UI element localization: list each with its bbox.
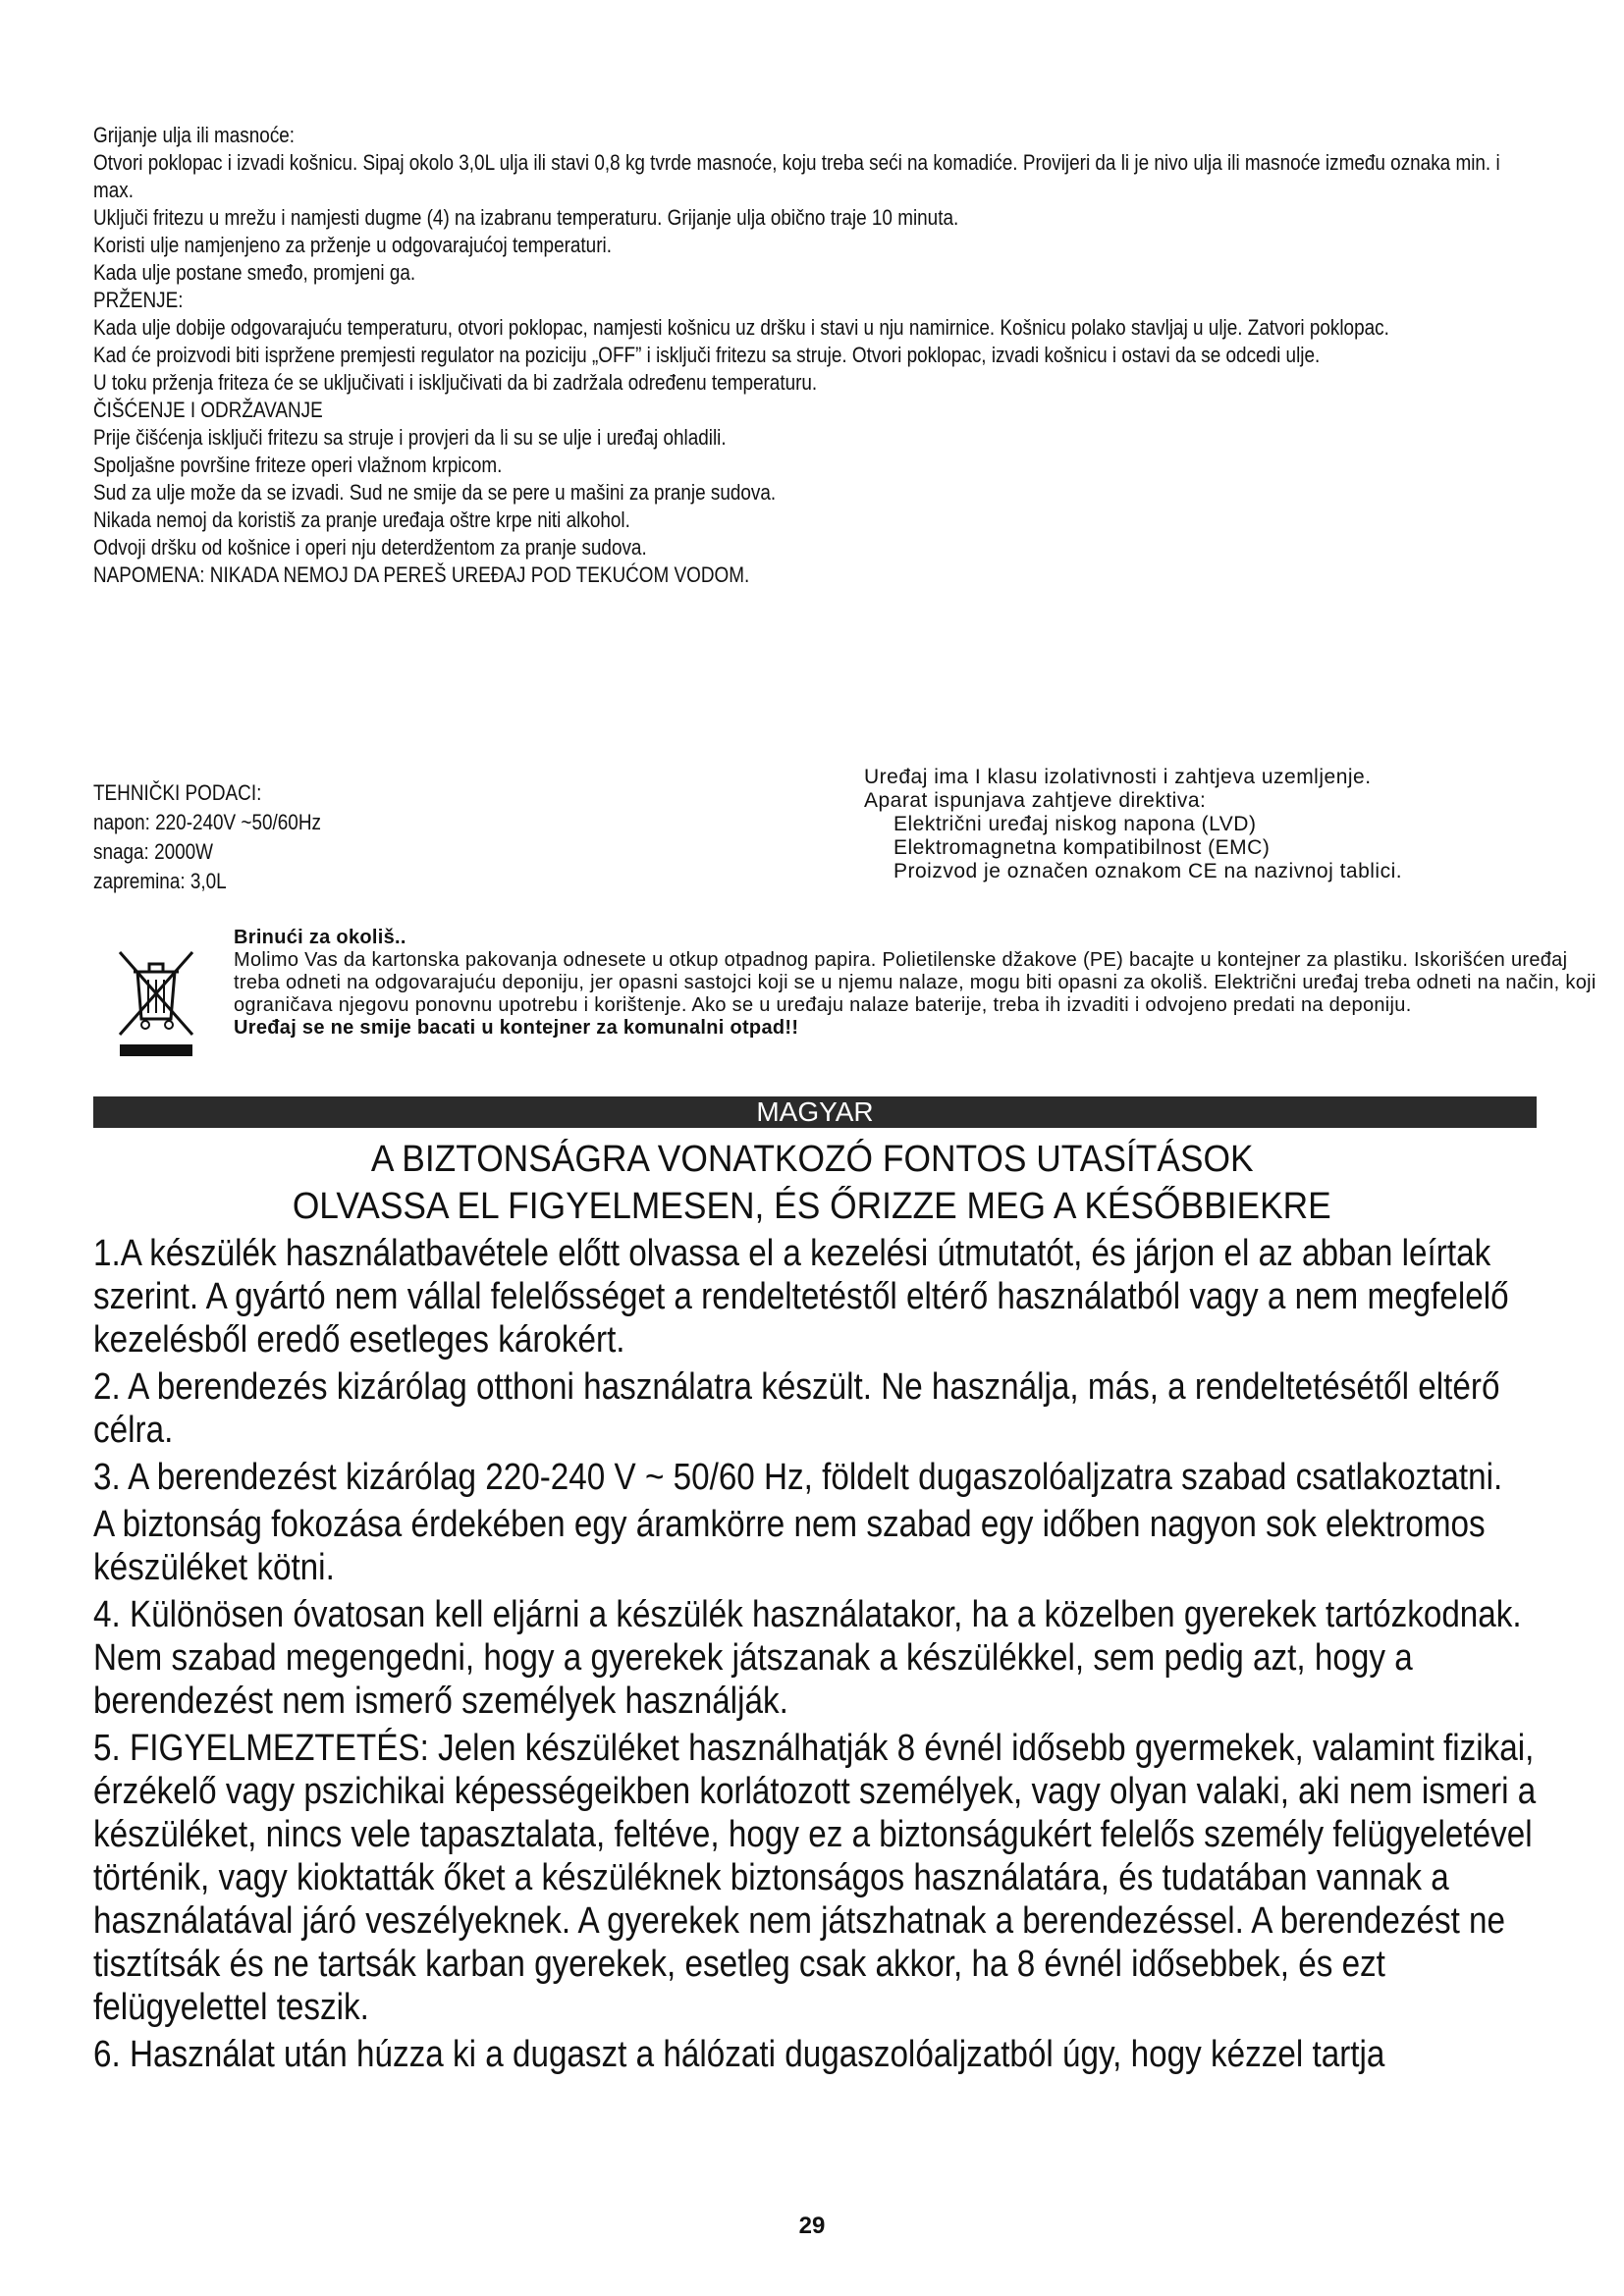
subtitle-line: OLVASSA EL FIGYELMESEN, ÉS ŐRIZZE MEG A KÉSŐBBIEKRE bbox=[293, 1186, 1331, 1227]
recycling-body: Molimo Vas da kartonska pakovanja odnesete u otkup otpadnog papira. Polietilenske džakove (PE) bacajte u kontejner za plastiku. Iskorišćen uređaj treba odneti na odgovarajuću deponiju, jer opasni sastojci koji se u njemu nalaze, mogu biti opasni za okoliš. Električni uređaj treba odneti na način, koji ograničava njegovu ponovnu upotrebu i korištenje. Ako se u uređaju nalaze baterije, treba ih izvaditi i odvojeno predati na deponiju. bbox=[234, 949, 1597, 1016]
paragraph: Kada ulje postane smeđo, promjeni ga. bbox=[93, 260, 416, 285]
paragraph: Spoljašne površine friteze operi vlažnom krpicom. bbox=[93, 453, 503, 477]
paragraph: 5. FIGYELMEZTETÉS: Jelen készüléket használhatják 8 évnél idősebb gyermekek, valamint fizikai, érzékelő vagy pszichikai képességeikben korlátozott személyek, vagy olyan valaki, aki nem ismeri a készüléket, nincs vele tapasztalata, feltéve, hogy ez a biztonságukért felelős személy felügyeletével történik, vagy kioktatták őket a készüléknek biztonságos használatára, és tudatában vannak a használatával járó veszélyeknek. A gyerekek nem játszhatnak a berendezéssel. A berendezést ne tisztítsák és ne tartsák karban gyerekek, esetleg csak akkor, ha 8 évnél idősebbek, és ezt felügyelettel teszik. bbox=[93, 1728, 1537, 2028]
paragraph: 1.A készülék használatbavétele előtt olvassa el a kezelési útmutatót, és járjon el az abban leírtak szerint. A gyártó nem vállal felelősséget a rendeltetéstől eltérő használatból vagy a nem megfelelő kezelésből eredő esetleges károkért. bbox=[93, 1233, 1509, 1361]
crossed-out-bin-icon bbox=[116, 944, 196, 1058]
hungarian-title bbox=[0, 1138, 1624, 1181]
paragraph: Kad će proizvodi biti ispržene premjesti regulator na poziciju „OFF” i isključi fritezu sa struje. Otvori poklopac, izvadi košnicu i ostavi da se odcedi ulje. bbox=[93, 343, 1321, 367]
note: NAPOMENA: NIKADA NEMOJ DA PEREŠ UREĐAJ POD TEKUĆOM VODOM. bbox=[93, 562, 750, 587]
paragraph: Uključi fritezu u mrežu i namjesti dugme (4) na izabranu temperaturu. Grijanje ulja obično traje 10 minuta. bbox=[93, 205, 959, 230]
title-line: A BIZTONSÁGRA VONATKOZÓ FONTOS UTASÍTÁSOK bbox=[370, 1139, 1254, 1180]
conformity-line: Električni uređaj niskog napona (LVD) bbox=[893, 813, 1257, 835]
section-heading: PRŽENJE: bbox=[93, 288, 184, 312]
conformity-line: Aparat ispunjava zahtjeve direktiva: bbox=[864, 789, 1207, 812]
tech-voltage: napon: 220-240V ~50/60Hz bbox=[93, 810, 321, 834]
paragraph: U toku prženja friteza će se uključivati i isključivati da bi zadržala određenu temperaturu. bbox=[93, 370, 818, 395]
paragraph: Kada ulje dobije odgovarajuću temperaturu, otvori poklopac, namjesti košnicu uz dršku i stavi u nju namirnice. Košnicu polako stavljaj u ulje. Zatvori poklopac. bbox=[93, 315, 1389, 340]
conformity-line: Proizvod je označen oznakom CE na nazivnoj tablici. bbox=[893, 860, 1403, 882]
recycling-warning: Uređaj se ne smije bacati u kontejner za komunalni otpad!! bbox=[234, 1017, 799, 1039]
paragraph: Prije čišćenja isključi fritezu sa struje i provjeri da li su se ulje i uređaj ohladili. bbox=[93, 425, 727, 450]
paragraph: Nikada nemoj da koristiš za pranje uređaja oštre krpe niti alkohol. bbox=[93, 507, 630, 532]
section-heading: ČIŠĆENJE I ODRŽAVANJE bbox=[93, 398, 323, 422]
paragraph: Grijanje ulja ili masnoće: bbox=[93, 123, 296, 147]
hungarian-subtitle bbox=[0, 1185, 1624, 1228]
paragraph: 6. Használat után húzza ki a dugaszt a hálózati dugaszolóaljzatból úgy, hogy kézzel tartja bbox=[93, 2034, 1385, 2075]
page-number: 29 bbox=[798, 2213, 826, 2239]
tech-power: snaga: 2000W bbox=[93, 839, 214, 864]
paragraph: A biztonság fokozása érdekében egy áramkörre nem szabad egy időben nagyon sok elektromos készüléket kötni. bbox=[93, 1504, 1486, 1588]
tech-heading: TEHNIČKI PODACI: bbox=[93, 780, 262, 805]
croatian-instructions bbox=[93, 122, 1537, 589]
conformity-info bbox=[864, 766, 1571, 883]
recycling-title: Brinući za okoliš.. bbox=[234, 927, 406, 948]
tech-capacity: zapremina: 3,0L bbox=[93, 869, 227, 893]
paragraph: 2. A berendezés kizárólag otthoni használatra készült. Ne használja, más, a rendeltetésétől eltérő célra. bbox=[93, 1366, 1500, 1451]
paragraph: Sud za ulje može da se izvadi. Sud ne smije da se pere u mašini za pranje sudova. bbox=[93, 480, 777, 505]
paragraph: Odvoji dršku od košnice i operi nju deterdžentom za pranje sudova. bbox=[93, 535, 647, 560]
conformity-line: Uređaj ima I klasu izolativnosti i zahtjeva uzemljenje. bbox=[864, 766, 1372, 788]
hungarian-instructions bbox=[93, 1232, 1537, 2080]
conformity-line: Elektromagnetna kompatibilnost (EMC) bbox=[893, 836, 1271, 859]
paragraph: 3. A berendezést kizárólag 220-240 V ~ 50/60 Hz, földelt dugaszolóaljzatra szabad csatlakoztatni. bbox=[93, 1457, 1503, 1498]
paragraph: Otvori poklopac i izvadi košnicu. Sipaj okolo 3,0L ulja ili stavi 0,8 kg tvrde masnoće, koju treba seći na komadiće. Provijeri da li je nivo ulja ili masnoće između oznaka min. i max. bbox=[93, 150, 1500, 202]
paragraph: Koristi ulje namjenjeno za prženje u odgovarajućoj temperaturi. bbox=[93, 233, 612, 257]
language-bar: MAGYAR bbox=[93, 1096, 1537, 1128]
paragraph: 4. Különösen óvatosan kell eljárni a készülék használatakor, ha a közelben gyerekek tartózkodnak. Nem szabad megengedni, hogy a gyerekek játszanak a készülékkel, sem pedig azt, hogy a berendezést nem ismerő személyek használják. bbox=[93, 1594, 1522, 1722]
technical-data bbox=[93, 778, 781, 896]
recycling-notice bbox=[234, 927, 1608, 1040]
